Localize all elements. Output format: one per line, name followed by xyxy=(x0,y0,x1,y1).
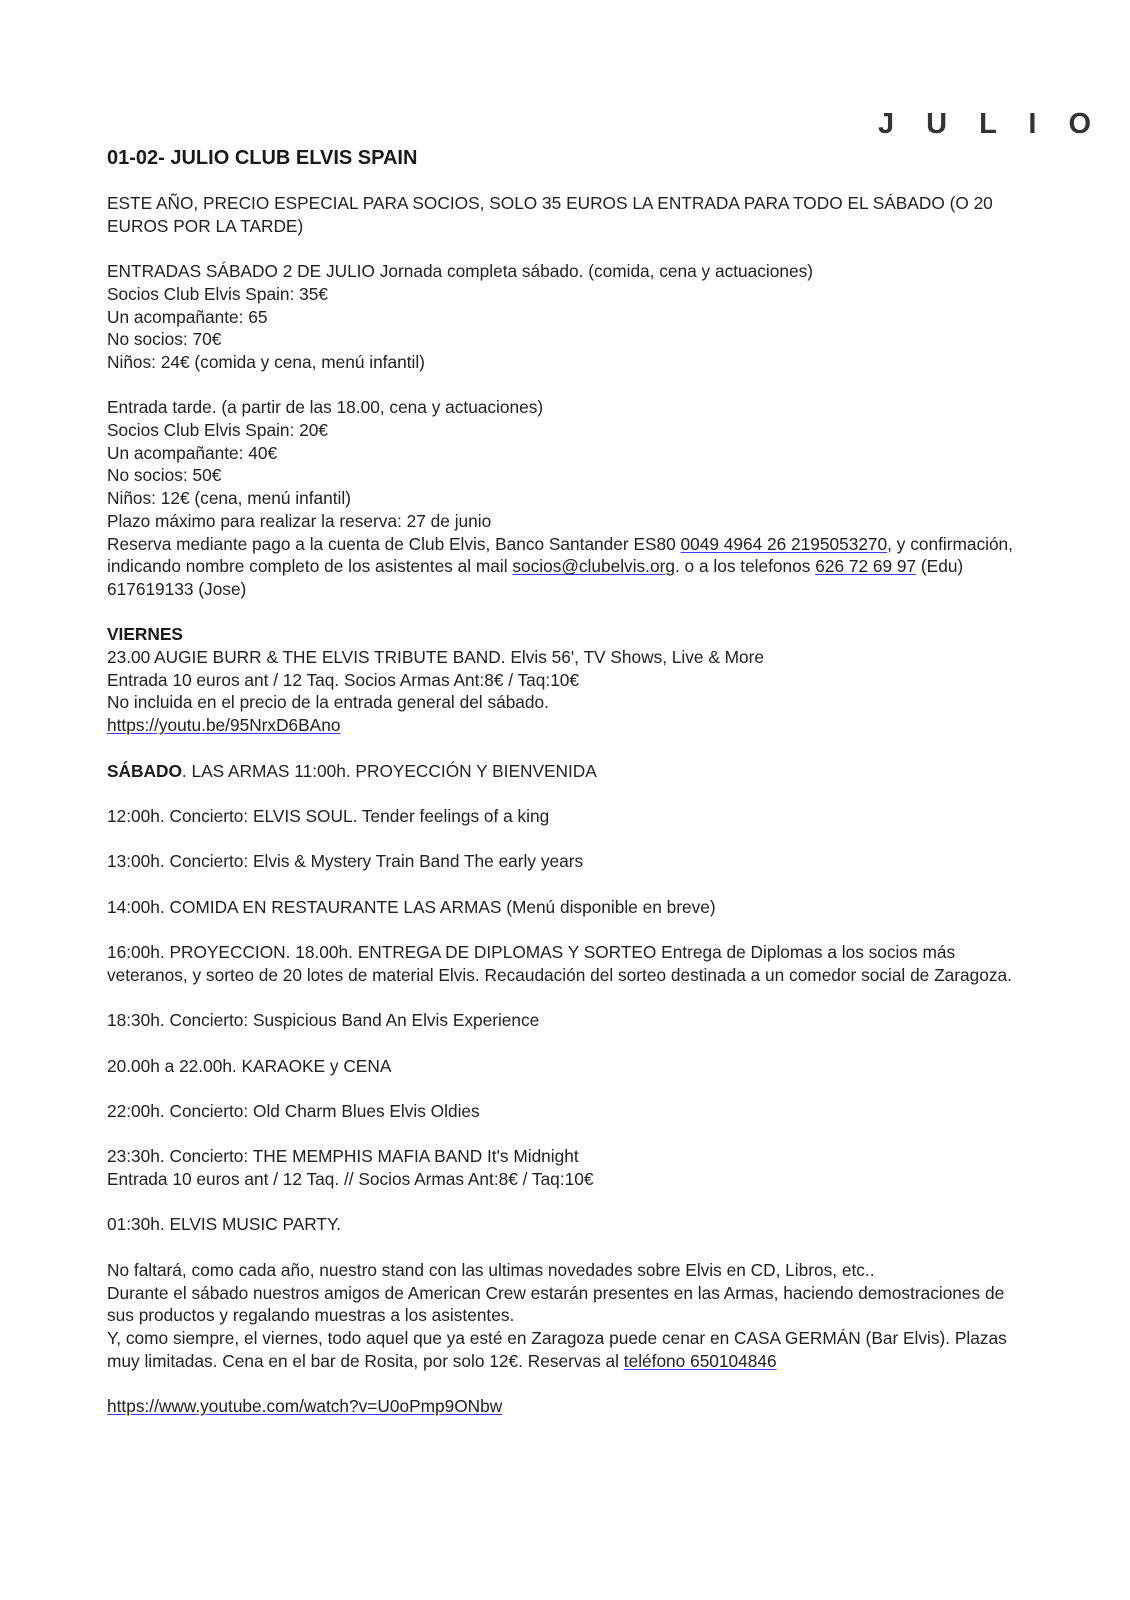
afternoon-price-non-members: No socios: 50€ xyxy=(107,465,222,486)
reservation-instructions xyxy=(107,533,1027,601)
full-day-section xyxy=(107,260,1027,374)
friday-video-link[interactable]: https://youtu.be/95NrxD6BAno xyxy=(107,715,341,736)
schedule-item: 22:00h. Concierto: Old Charm Blues Elvis Oldies xyxy=(107,1100,480,1121)
stand-note: No faltará, como cada año, nuestro stand con las ultimas novedades sobre Elvis en CD, Libros, etc.. xyxy=(107,1259,875,1280)
full-day-heading: ENTRADAS SÁBADO 2 DE JULIO Jornada completa sábado. (comida, cena y actuaciones) xyxy=(107,261,813,282)
account-number-link[interactable]: 0049 4964 26 2195053270 xyxy=(680,533,888,554)
afternoon-price-companion: Un acompañante: 40€ xyxy=(107,442,278,463)
saturday-heading-rest: . LAS ARMAS 11:00h. PROYECCIÓN Y BIENVENIDA xyxy=(181,760,597,781)
reservation-deadline: Plazo máximo para realizar la reserva: 27 de junio xyxy=(107,510,492,531)
dinner-note xyxy=(107,1327,1027,1372)
email-link[interactable]: socios@clubelvis.org xyxy=(512,556,675,577)
reservation-text: . o a los telefonos xyxy=(674,556,816,577)
friday-line: 23.00 AUGIE BURR & THE ELVIS TRIBUTE BAND. Elvis 56', TV Shows, Live & More xyxy=(107,647,765,668)
intro-paragraph: ESTE AÑO, PRECIO ESPECIAL PARA SOCIOS, SOLO 35 EUROS LA ENTRADA PARA TODO EL SÁBADO (O 20 EUROS POR LA TARDE) xyxy=(107,193,993,236)
reservation-text: (Edu) 617619133 (Jose) xyxy=(107,556,964,599)
memphis-line: 23:30h. Concierto: THE MEMPHIS MAFIA BAND It's Midnight xyxy=(107,1146,579,1167)
month-heading: J U L I O xyxy=(878,108,1104,140)
schedule-item: 20.00h a 22.00h. KARAOKE y CENA xyxy=(107,1055,392,1076)
reservation-text: Reserva mediante pago a la cuenta de Club Elvis, Banco Santander ES80 xyxy=(107,533,681,554)
friday-line: No incluida en el precio de la entrada general del sábado. xyxy=(107,692,549,713)
dinner-text: Y, como siempre, el viernes, todo aquel que ya esté en Zaragoza puede cenar en CASA GERMÁN (Bar Elvis). Plazas muy limitadas. Cena en el bar de Rosita, por solo 12€. Reservas al xyxy=(107,1327,1007,1371)
full-day-price-non-members: No socios: 70€ xyxy=(107,329,222,350)
phone-link-edu[interactable]: 626 72 69 97 xyxy=(815,556,917,577)
music-party: 01:30h. ELVIS MUSIC PARTY. xyxy=(107,1214,342,1235)
schedule-item: 16:00h. PROYECCION. 18.00h. ENTREGA DE DIPLOMAS Y SORTEO Entrega de Diplomas a los socios más veteranos, y sorteo de 20 lotes de material Elvis. Recaudación del sorteo destinada a un comedor social de Zaragoza. xyxy=(107,942,1012,985)
full-day-price-children: Niños: 24€ (comida y cena, menú infantil) xyxy=(107,351,425,372)
document-body xyxy=(107,146,1027,1440)
schedule-item: 18:30h. Concierto: Suspicious Band An Elvis Experience xyxy=(107,1010,540,1031)
friday-line: Entrada 10 euros ant / 12 Taq. Socios Armas Ant:8€ / Taq:10€ xyxy=(107,669,580,690)
friday-heading: VIERNES xyxy=(107,624,183,645)
closing-section xyxy=(107,1259,1027,1373)
full-day-price-members: Socios Club Elvis Spain: 35€ xyxy=(107,283,328,304)
youtube-link[interactable]: https://www.youtube.com/watch?v=U0oPmp9ONbw xyxy=(107,1396,503,1417)
page-title: 01-02- JULIO CLUB ELVIS SPAIN xyxy=(107,147,418,169)
full-day-price-companion: Un acompañante: 65 xyxy=(107,306,268,327)
schedule-item: 12:00h. Concierto: ELVIS SOUL. Tender feelings of a king xyxy=(107,805,550,826)
afternoon-heading: Entrada tarde. (a partir de las 18.00, cena y actuaciones) xyxy=(107,397,544,418)
memphis-price: Entrada 10 euros ant / 12 Taq. // Socios Armas Ant:8€ / Taq:10€ xyxy=(107,1169,594,1190)
dinner-phone-link[interactable]: teléfono 650104846 xyxy=(623,1350,777,1371)
afternoon-section xyxy=(107,396,1027,600)
schedule-item: 14:00h. COMIDA EN RESTAURANTE LAS ARMAS (Menú disponible en breve) xyxy=(107,896,716,917)
afternoon-price-members: Socios Club Elvis Spain: 20€ xyxy=(107,420,328,440)
friday-section xyxy=(107,623,1027,737)
schedule-item: 13:00h. Concierto: Elvis & Mystery Train Band The early years xyxy=(107,851,584,872)
saturday-heading: SÁBADO xyxy=(107,760,182,781)
saturday-heading-line xyxy=(107,760,1027,783)
memphis-concert xyxy=(107,1145,1027,1190)
afternoon-price-children: Niños: 12€ (cena, menú infantil) xyxy=(107,488,351,509)
american-crew-note: Durante el sábado nuestros amigos de American Crew estarán presentes en las Armas, haciendo demostraciones de sus productos y regalando muestras a los asistentes. xyxy=(107,1282,1005,1326)
reservation-text: , y confirmación, indicando nombre completo de los asistentes al mail xyxy=(107,533,1013,577)
footer-link-paragraph xyxy=(107,1395,1027,1418)
